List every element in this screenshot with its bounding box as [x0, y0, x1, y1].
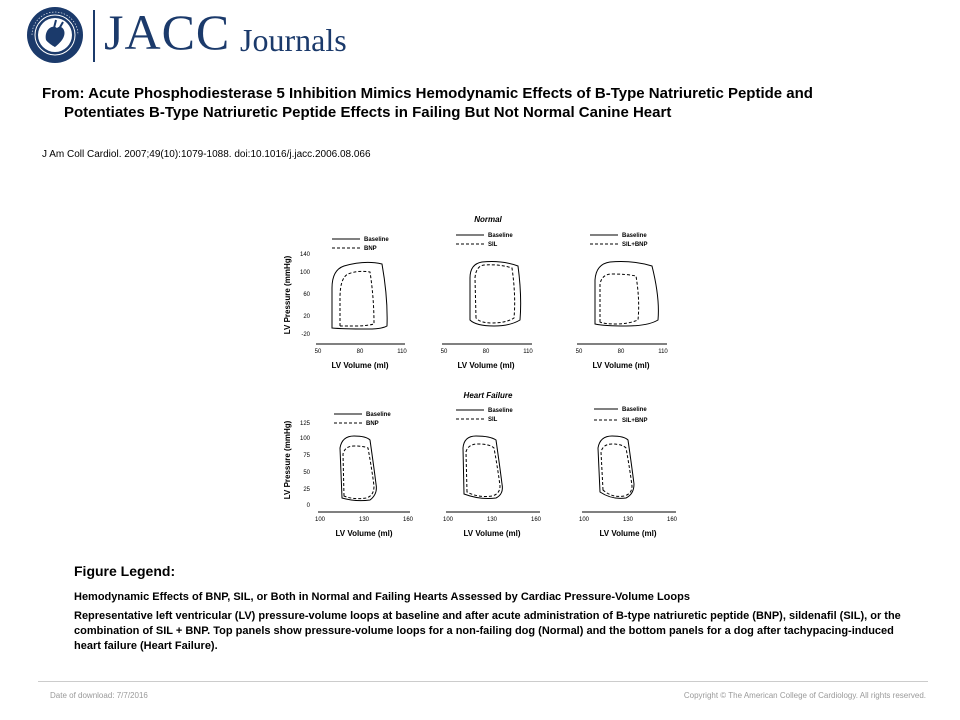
x-tick: 110	[658, 349, 668, 355]
copyright-notice: Copyright © The American College of Cardiology. All rights reserved.	[683, 691, 926, 700]
y-tick-heart-failure: 50	[303, 470, 310, 476]
x-tick: 160	[402, 517, 414, 523]
pv-loop-sil	[475, 265, 515, 323]
row-title-heart-failure: Heart Failure	[463, 391, 513, 400]
logo-jacc-text: JACC	[104, 4, 231, 60]
footer-divider	[38, 681, 928, 682]
pv-loop-sil	[466, 444, 500, 497]
article-title-line-1: From: Acute Phosphodiesterase 5 Inhibition Mimics Hemodynamic Effects of B-Type Natriuretic Peptide and	[42, 85, 813, 102]
x-tick: 80	[617, 349, 625, 355]
pv-panel-normal-sil-bnp	[576, 233, 669, 370]
pv-panel-hf-sil	[443, 408, 542, 538]
x-tick: 50	[440, 349, 448, 355]
legend-label-solid: Baseline	[488, 233, 513, 239]
x-tick: 50	[314, 349, 322, 355]
legend-label-dashed: SIL+BNP	[622, 242, 648, 248]
legend-label-solid: Baseline	[366, 412, 391, 418]
article-title-line-2: Potentiates B-Type Natriuretic Peptide Effects in Failing But Not Normal Canine Heart	[64, 104, 672, 121]
figure-legend-subtitle: Hemodynamic Effects of BNP, SIL, or Both in Normal and Failing Hearts Assessed by Cardiac Pressure-Volume Loops	[74, 591, 690, 603]
x-tick: 110	[397, 349, 407, 355]
download-date: Date of download: 7/7/2016	[50, 691, 148, 700]
x-axis-label: LV Volume (ml)	[463, 529, 521, 538]
legend-label-dashed: BNP	[366, 421, 379, 427]
x-tick: 110	[523, 349, 533, 355]
y-tick-heart-failure: 100	[299, 436, 310, 442]
legend-label-solid: Baseline	[622, 233, 647, 239]
y-tick-normal: 140	[299, 252, 310, 258]
acc-seal-logo	[26, 6, 84, 64]
x-tick: 130	[486, 517, 498, 523]
pv-loop-figure-svg	[270, 208, 690, 544]
legend-label-dashed: SIL	[488, 242, 498, 248]
pv-loop-sil-bnp	[600, 274, 639, 324]
figure-legend-heading: Figure Legend:	[74, 563, 176, 579]
y-tick-normal: 100	[299, 270, 310, 276]
legend-label-solid: Baseline	[622, 407, 647, 413]
row-title-normal: Normal	[474, 215, 502, 224]
x-tick: 160	[530, 517, 542, 523]
pv-loop-bnp	[343, 446, 374, 499]
x-tick: 100	[314, 517, 326, 523]
x-axis-label: LV Volume (ml)	[335, 529, 393, 538]
y-tick-heart-failure: 0	[306, 503, 310, 509]
y-tick-normal: 20	[303, 314, 310, 320]
legend-label-dashed: SIL	[488, 417, 498, 423]
pv-panel-hf-sil-bnp	[579, 407, 678, 538]
pv-panel-normal-sil	[441, 233, 534, 370]
x-tick: 130	[358, 517, 370, 523]
x-tick: 80	[356, 349, 364, 355]
article-citation: J Am Coll Cardiol. 2007;49(10):1079-1088. doi:10.1016/j.jacc.2006.08.066	[42, 149, 371, 160]
legend-label-dashed: BNP	[364, 246, 377, 252]
y-axis-label-heart-failure: LV Pressure (mmHg)	[283, 420, 292, 500]
legend-label-solid: Baseline	[364, 237, 389, 243]
x-tick: 100	[442, 517, 454, 523]
x-axis-label: LV Volume (ml)	[331, 361, 389, 370]
x-tick: 100	[578, 517, 590, 523]
pv-loop-sil-bnp	[601, 444, 632, 496]
legend-label-dashed: SIL+BNP	[622, 418, 648, 424]
y-tick-normal: 60	[303, 292, 310, 298]
logo-journals-text: Journals	[240, 22, 347, 58]
y-tick-heart-failure: 125	[299, 421, 310, 427]
x-axis-label: LV Volume (ml)	[599, 529, 657, 538]
article-title	[42, 84, 922, 122]
x-tick: 160	[666, 517, 678, 523]
pv-panel-normal-bnp	[315, 237, 408, 370]
pv-loop-baseline	[595, 262, 658, 327]
y-tick-heart-failure: 25	[303, 487, 310, 493]
legend-label-solid: Baseline	[488, 408, 513, 414]
y-tick-heart-failure: 75	[303, 453, 310, 459]
logo-divider	[93, 10, 95, 62]
x-tick: 80	[482, 349, 490, 355]
pv-panel-hf-bnp	[315, 412, 414, 538]
x-tick: 50	[575, 349, 583, 355]
x-axis-label: LV Volume (ml)	[457, 361, 515, 370]
pressure-volume-figure	[270, 208, 690, 544]
figure-legend-body: Representative left ventricular (LV) pressure-volume loops at baseline and after acute administration of B-type natriuretic peptide (BNP), sildenafil (SIL), or the combination of SIL + BNP. Top panels show pressure-volume loops for a non-failing dog (Normal) and the bottom panels for a dog after tachypacing-induced heart failure (Heart Failure).	[74, 610, 901, 652]
x-axis-label: LV Volume (ml)	[592, 361, 650, 370]
x-tick: 130	[622, 517, 634, 523]
pv-loop-baseline	[463, 436, 502, 499]
pv-loop-bnp	[340, 271, 374, 326]
pv-loop-baseline	[470, 262, 521, 327]
y-axis-label-normal: LV Pressure (mmHg)	[283, 255, 292, 335]
journal-header	[0, 0, 960, 72]
y-tick-normal: -20	[301, 332, 310, 338]
